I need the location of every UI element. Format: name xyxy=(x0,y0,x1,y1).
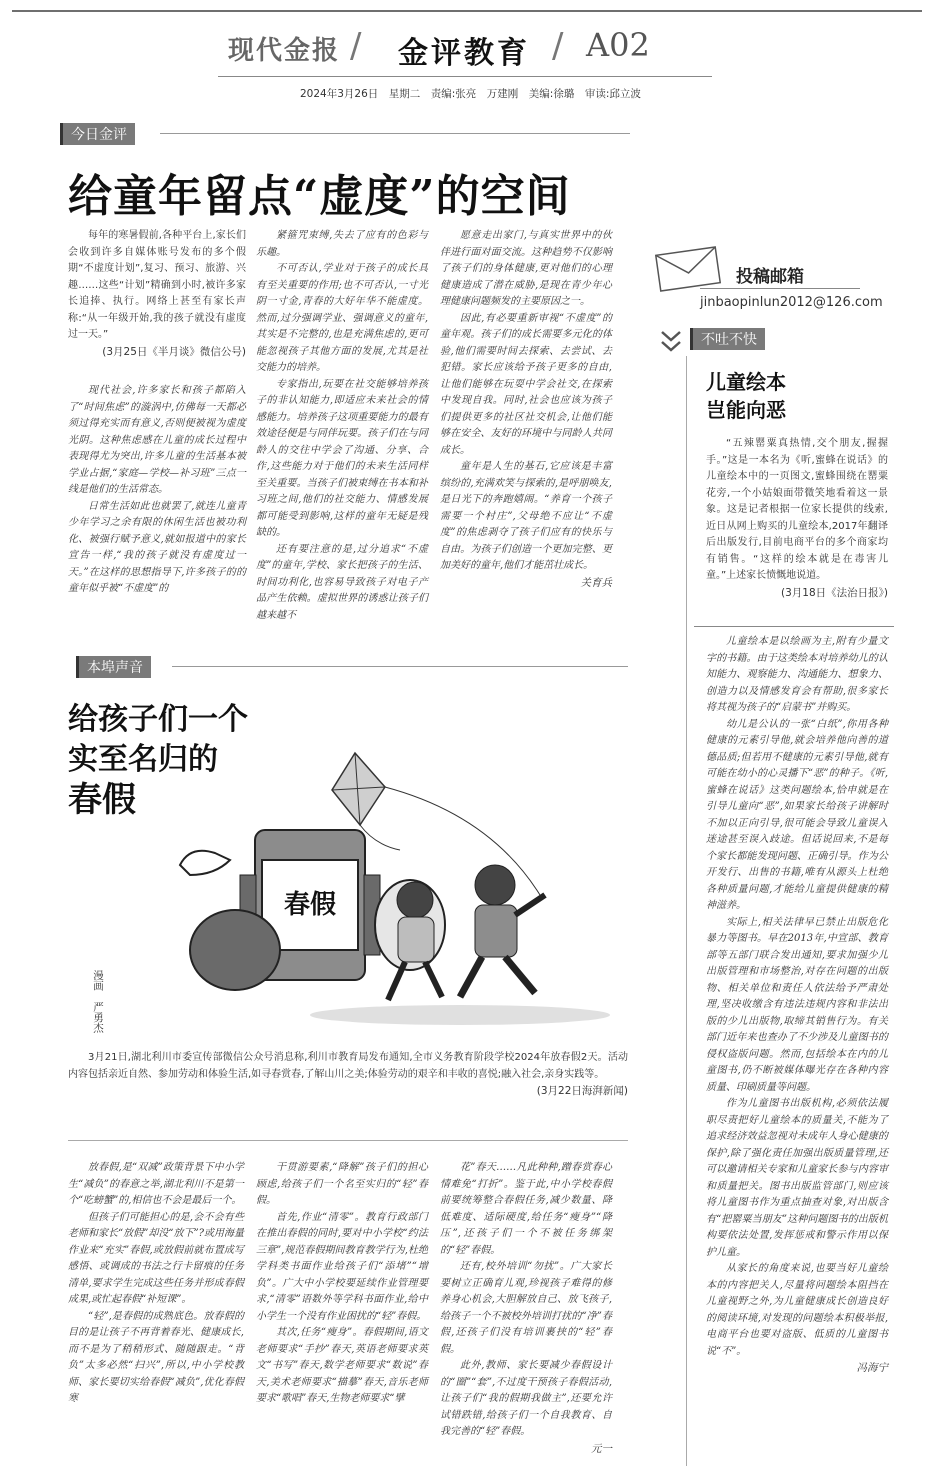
header-slash: / xyxy=(552,26,564,66)
headline-line: 儿童绘本 xyxy=(706,370,786,394)
illustration-credit: 漫画 严勇杰 xyxy=(92,970,104,1033)
paragraph: 不可否认,学业对于孩子的成长具有至关重要的作用;也不可否认,一寸光阴一寸金,青春的大好年华不能虚度。然而,过分强调学业、强调意义的童年,其实是不完整的,也是充满焦虑的,更可能忽视孩子其他方面的发展,尤其是社交能力的培养。 xyxy=(256,263,428,373)
headline-line: 实至名归的 xyxy=(68,742,218,777)
article-column-1 xyxy=(68,383,246,598)
article-column-2 xyxy=(256,228,428,624)
label-rule xyxy=(160,133,630,134)
right-lead xyxy=(706,436,888,601)
paragraph: 从家长的角度来说,也要当好儿童绘本的内容把关人,尽量将问题绘本阻挡在儿童视野之外,为儿童健康成长创造良好的阅读环境,对发现的问题绘本积极举报,电商平台也要对盗版、低质的儿童图书说“不”。 xyxy=(706,1263,888,1357)
byline: 元一 xyxy=(591,1442,612,1455)
illustration-image xyxy=(160,735,640,1035)
paragraph: 幼儿是公认的一张“白纸”,你用各种健康的元素引导他,就会培养他向善的道德品质;但若用不健康的元素引导他,就有可能在幼小的心灵播下“恶”的种子。《听,蜜蜂在说话》这类问题绘本,恰申就是在引导儿童向“恶”,如果家长给孩子讲解时不加以正向引导,很可能会导致儿童误入迷途甚至误入歧途。但话说回来,不是每个家长都能发现问题、正确引导。作为公开发行、出售的书籍,唯有从源头上杜绝各种质量问题,才能给儿童提供健康的精神滋养。 xyxy=(706,718,888,911)
column-divider xyxy=(686,356,687,1466)
paragraph: 因此,有必要重新审视“不虚度”的童年观。孩子们的成长需要多元化的体验,他们需要时间去探索、去尝试、去犯错。家长应该给予孩子更多的自由,让他们能够在玩耍中学会社交,在探索中发现自我。同时,社会也应该为孩子们提供更多的社区社交机会,让他们能够在安全、友好的环境中与同龄人共同成长。 xyxy=(440,312,612,456)
lead-source: (3月18日《法治日报》) xyxy=(781,586,888,599)
paragraph: 其次,任务“瘦身”。春假期间,语文老师要求“手抄”春天,英语老师要求英文“书写”春天,数学老师要求“数说”春天,美术老师要求“描摹”春天,音乐老师要求“歌唱”春天,生物老师要求“擘 xyxy=(256,1327,428,1404)
paragraph: 但孩子们可能担心的是,会不会有些老师和家长“放假”却没“放下”?或用海量作业来“充实”春假,或放假前就布置成写感悟、或调成的书法之行卡留痕的任务清单,要求学生完成这些任务并形成春假成果,或忙起春假“补短课”。 xyxy=(68,1211,244,1305)
paragraph: 还有要注意的是,过分追求“不虚度”的童年,学校、家长把孩子的生活、时间功利化,也容易导致孩子对电子产品产生依赖。虚拟世界的诱惑让孩子们越来越不 xyxy=(256,543,428,621)
mailbox-title: 投稿邮箱 xyxy=(736,267,804,287)
paragraph: 花”春天……凡此种种,蹭春赏春心情难免“打折”。鉴于此,中小学校春假前要统筹整合春假任务,减少数量、降低难度、适际硬度,给任务“瘦身”“降压”,还孩子们一个不被任务绑架的“轻”春假。 xyxy=(440,1162,612,1256)
article2-column-3 xyxy=(440,1160,612,1457)
paragraph: 还有,校外培训“勿扰”。广大家长要树立正确育儿观,珍视孩子难得的修养身心机会,大胆解放自己、放飞孩子,给孩子一个不被校外培训打扰的“净”春假,还孩子们没有培训裹挟的“轻”春假。 xyxy=(440,1261,612,1355)
headline-line: 春假 xyxy=(68,780,136,820)
article2-lead xyxy=(68,1050,628,1100)
lead-text: 3月21日,湖北利川市委宣传部微信公众号消息称,利川市教育局发布通知,全市义务教育阶段学校2024年放春假2天。活动内容包括亲近自然、参加劳动和体验生活,如寻春赏春,了解山川之美;体验劳动的艰辛和丰收的喜悦;融入社会,亲身实践等。 xyxy=(68,1052,628,1080)
paragraph: 干贯游要素,“降解”孩子们的担心顾虑,给孩子们一个名至实归的“轻”春假。 xyxy=(256,1162,428,1206)
page-number: A02 xyxy=(586,26,650,64)
article-lead xyxy=(68,228,246,360)
lead-text: 每年的寒暑假前,各种平台上,家长们会收到许多自媒体账号发布的多个假期“不虚度计划”,复习、预习、旅游、兴趣……这些“计划”精确到小时,被许多家长追捧、执行。网络上甚至有家长声称:“从一年级开始,我的孩子就没有虚度过一天。” xyxy=(68,230,246,340)
child-figure xyxy=(460,865,545,997)
paragraph: 放春假,是“双减”政策背景下中小学生“减负”的春意之举,湖北利川不是第一个“吃螃蟹”的,相信也不会是最后一个。 xyxy=(68,1162,244,1206)
paragraph: 实际上,相关法律早已禁止出版危化暴力等图书。早在2013年,中宣部、教育部等五部门联合发出通知,要求加强少儿出版管理和市场整治,对存在问题的出版物、相关单位和责任人依法给予严肃处理,坚决收缴含有违法违规内容和非法出版的少儿出版物,取缔其销售行为。有关部门近年来也查办了不少涉及儿童图书的侵权盗版问题。然而,包括绘本在内的儿童图书,仍不断被媒体曝光存在各种内容质量、印刷质量等问题。 xyxy=(706,916,888,1093)
article-column-3 xyxy=(440,228,612,591)
paragraph: 首先,作业“清零”。教育行政部门在推出春假的同时,要对中小学校“约法三章”,规范春假期间教育教学行为,杜绝学科类书面作业给孩子们“添堵”“增负”。广大中小学校要延续作业管理要求,“清零”语数外等学科书面作业,给中小学生一个没有作业困扰的“轻”春假。 xyxy=(256,1211,428,1322)
lead-rule xyxy=(694,626,894,627)
paragraph: 现代社会,许多家长和孩子都陷入了“时间焦虑”的漩涡中,仿佛每一天都必须过得充实而有意义,否则便被视为虚度光阴。这种焦虑感在儿童的成长过程中表现得尤为突出,许多儿童的生活基本被学业占据,“家庭—学校—补习班”三点一线是他们的生活常态。 xyxy=(68,385,246,495)
paragraph: 紧箍咒束缚,失去了应有的色彩与乐趣。 xyxy=(256,230,428,258)
article-headline: 给童年留点“虚度”的空间 xyxy=(68,171,571,222)
byline: 冯海宁 xyxy=(856,1362,888,1374)
paragraph: 作为儿童图书出版机构,必须依法履职尽责把好儿童绘本的质量关,不能为了追求经济效益忽视对未成年人身心健康的保护,除了强化责任加强出版质量管理,还可以邀请相关专家和儿童家长参与内容审和质量把关。图书出版监管部门,则应该将儿童图书作为重点抽查对象,对出版含有“把罂粟当朋友”这种问题图书的出版机构要依法处置,发挥惩戒和警示作用以保护儿童。 xyxy=(706,1098,888,1258)
section-label-today: 今日金评 xyxy=(60,123,135,145)
right-headline xyxy=(706,368,786,424)
headline-line: 岂能向恶 xyxy=(706,398,786,422)
illustration-sign-text: 春假 xyxy=(283,890,337,920)
paragraph: 日常生活如此也就罢了,就连儿童青少年学习之余有限的休闲生活也被功利化、被强行赋予意义,就如报道中的家长宣告一样,“我的孩子就没有虚度过一天。”在这样的思想指导下,许多孩子的的童年似乎被“不虚度”的 xyxy=(68,500,246,594)
paragraph: 专家指出,玩要在社交能够培养孩子的非认知能力,即适应未来社会的情感能力。培养孩子这项重要能力的最有效途径便是与同伴玩要。孩子们在与同龄人的交往中学会了沟通、分享、合作,这些能力对于他们的未来生活同样至关重要。当孩子们被束缚在书本和补习班之间,他们的社交能力、情感发展都可能受到影响,这样的童年无疑是残缺的。 xyxy=(256,378,428,538)
lead-rule xyxy=(68,1140,628,1141)
headline-line: 给孩子们一个 xyxy=(68,702,248,737)
paragraph: 儿童绘本是以绘画为主,附有少量文字的书籍。由于这类绘本对培养幼儿的认知能力、观察能力、沟通能力、想象力、创造力以及情感发育会有帮助,很多家长将其视为孩子的“启蒙书”并购买。 xyxy=(706,636,888,713)
dateline: 2024年3月26日 星期二 责编:张亮 万建刚 美编:徐璐 审读:邱立波 xyxy=(300,88,641,100)
section-label-local: 本埠声音 xyxy=(76,656,151,678)
paragraph: 此外,教师、家长要减少春假设计的“圈”“套”,不过度干预孩子春假活动,让孩子们“我的假期我做主”,还要允许试错跌错,给孩子们一个自我教育、自我完善的“轻”春假。 xyxy=(440,1360,612,1437)
top-rule xyxy=(12,10,922,12)
lead-source: (3月25日《半月谈》微信公号) xyxy=(102,345,246,358)
mailbox-rule xyxy=(700,288,860,289)
paragraph: 童年是人生的基石,它应该是丰富缤纷的,充满欢笑与探索的,是呼朋唤友,是日光下的奔跑嬉闹。“养育一个孩子需要一个村庄”,父母绝不应让“不虚度”的焦虑剥夺了孩子们应有的快乐与自由。为孩子们创造一个更加完整、更加美好的童年,他们才能茁壮成长。 xyxy=(440,461,612,571)
byline: 关育兵 xyxy=(580,576,612,589)
masthead-rule xyxy=(218,76,712,77)
paragraph: “轻”,是春假的成熟底色。放春假的目的是让孩子不再背着春光、健康成长,而不是为了稍稍形式、随随跟走。“背负”太多必然“扫兴”,所以,中小学校教师、家长要切实给春假“减负”,优化春假寒 xyxy=(68,1310,244,1404)
mailbox-email: jinbaopinlun2012@126.com xyxy=(700,295,883,310)
right-body xyxy=(706,634,888,1377)
paper-name: 现代金报 xyxy=(228,36,341,66)
section-title: 金评教育 xyxy=(398,36,530,71)
label-rule xyxy=(172,666,628,667)
paragraph: 愿意走出家门,与真实世界中的伙伴进行面对面交流。这种趋势不仅影响了孩子们的身体健康,更对他们的心理健康造成了潜在威胁,是现在青少年心理健康问题频发的主要原因之一。 xyxy=(440,230,612,307)
chevron-down-icon xyxy=(660,328,682,358)
lead-source: (3月22日海湃新闻) xyxy=(536,1085,628,1097)
section-label-outspoken: 不吐不快 xyxy=(690,328,765,350)
lead-text: “五辣罂粟真热情,交个朋友,握握手。”这是一本名为《听,蜜蜂在说话》的儿童绘本中的一页图文,蜜蜂围绕在罂粟花旁,一个小姑娘面带微笑地看着这一景象。这是记者根据一位家长提供的线索,近日从网上购买的儿童绘本,2017年翻译后出版发行,目前电商平台的多个商家均有销售。“这样的绘本就是在毒害儿童。”上述家长愤慨地说道。 xyxy=(706,438,888,581)
article2-column-2 xyxy=(256,1160,428,1408)
article2-column-1 xyxy=(68,1160,244,1408)
header-slash: / xyxy=(350,26,362,66)
